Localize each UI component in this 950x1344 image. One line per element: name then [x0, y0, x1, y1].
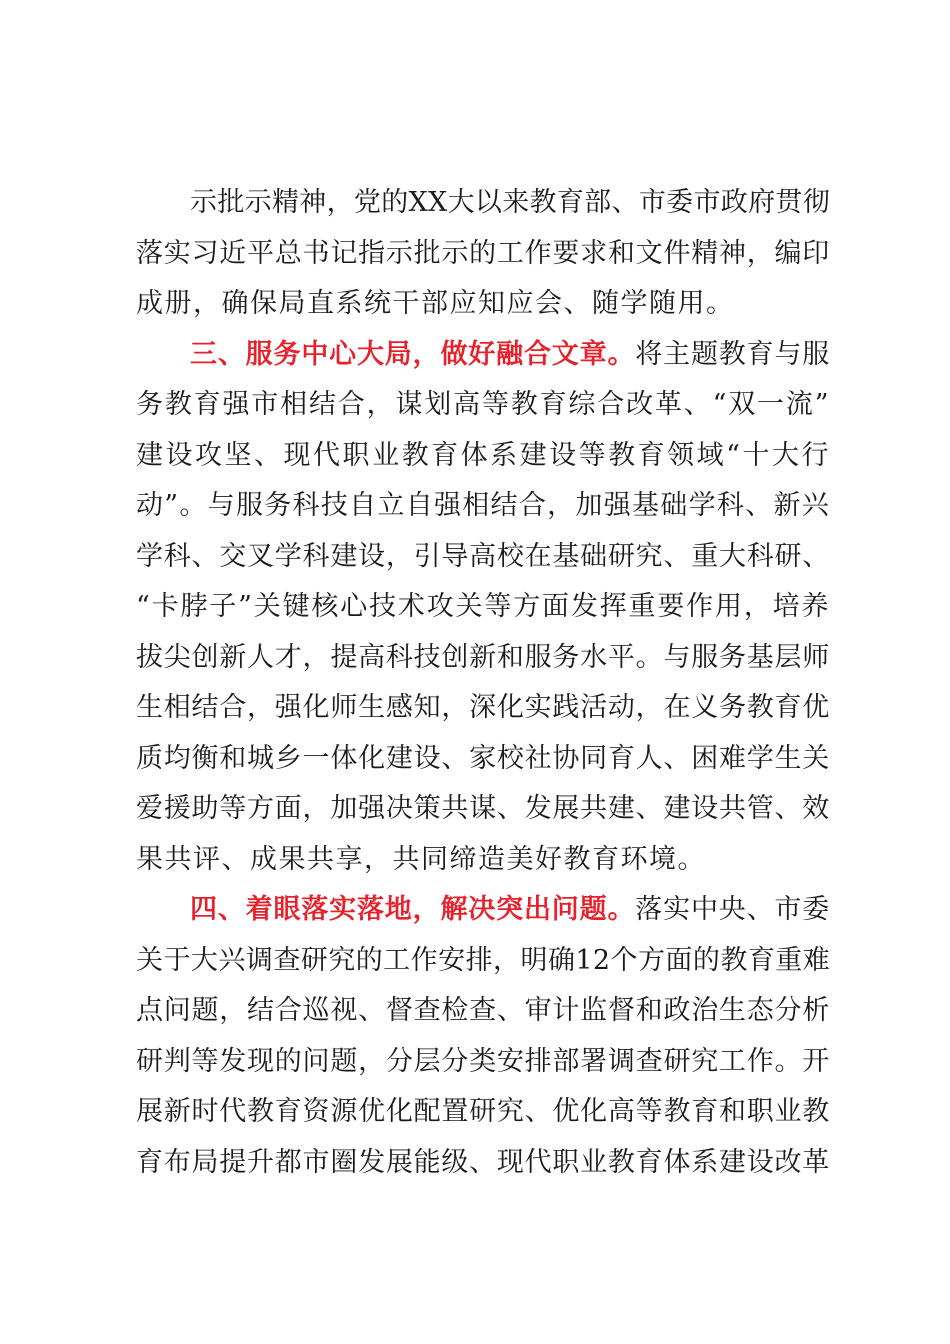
text-line — [136, 633, 830, 684]
text-line — [136, 582, 830, 633]
line-text: 示批示精神，党的XX大以来教育部、市委市政府贯彻 — [190, 187, 830, 218]
line-text: 研判等发现的问题，分层分类安排部署调查研究工作。开 — [136, 1045, 830, 1077]
line-text: “卡脖子”关键核心技术攻关等方面发挥重要作用，培养 — [136, 591, 830, 622]
section-heading-4: 四、着眼落实落地，解决突出问题。 — [190, 894, 636, 925]
line-text: 成册，确保局直系统干部应知应会、随学随用。 — [136, 288, 735, 319]
text-line — [136, 784, 830, 835]
text-line — [136, 734, 830, 785]
text-line — [136, 835, 830, 886]
line-text: 建设攻坚、现代职业教育体系建设等教育领域“十大行 — [136, 439, 830, 471]
text-line — [136, 532, 830, 583]
text-line — [136, 380, 830, 431]
section-heading-line — [136, 885, 830, 936]
line-text: 学科、交叉学科建设，引导高校在基础研究、重大科研、 — [136, 540, 830, 572]
section-heading-3: 三、服务中心大局，做好融合文章。 — [190, 338, 636, 370]
line-text: 质均衡和城乡一体化建设、家校社协同育人、困难学生关 — [136, 742, 830, 774]
text-line — [136, 229, 830, 280]
text-line — [136, 431, 830, 482]
text-line — [136, 178, 830, 229]
line-text: 生相结合，强化师生感知，深化实践活动，在义务教育优 — [136, 692, 830, 723]
document-body — [136, 178, 830, 1188]
line-text: 果共评、成果共享，共同缔造美好教育环境。 — [136, 843, 706, 875]
text-line — [136, 481, 830, 532]
line-text: 关于大兴调查研究的工作安排，明确12个方面的教育重难 — [136, 944, 830, 976]
line-text: 将主题教育与服 — [635, 338, 831, 370]
line-text: 动”。与服务科技自立自强相结合，加强基础学科、新兴 — [136, 490, 830, 521]
line-text: 爱援助等方面，加强决策共谋、发展共建、建设共管、效 — [136, 793, 830, 824]
text-line — [136, 1037, 830, 1088]
text-line — [136, 279, 830, 330]
text-line — [136, 986, 830, 1037]
text-line — [136, 936, 830, 987]
line-text: 落实习近平总书记指示批示的工作要求和文件精神，编印 — [136, 237, 830, 269]
line-text: 点问题，结合巡视、督查检查、审计监督和政治生态分析 — [136, 995, 830, 1026]
line-text: 落实中央、市委 — [635, 894, 831, 925]
text-line — [136, 683, 830, 734]
text-line — [136, 1138, 830, 1189]
line-text: 拔尖创新人才，提高科技创新和服务水平。与服务基层师 — [136, 641, 830, 673]
section-heading-line — [136, 330, 830, 381]
text-line — [136, 1087, 830, 1138]
line-text: 展新时代教育资源优化配置研究、优化高等教育和职业教 — [136, 1096, 830, 1127]
line-text: 育布局提升都市圈发展能级、现代职业教育体系建设改革 — [136, 1146, 830, 1178]
line-text: 务教育强市相结合，谋划高等教育综合改革、“双一流” — [136, 389, 830, 420]
